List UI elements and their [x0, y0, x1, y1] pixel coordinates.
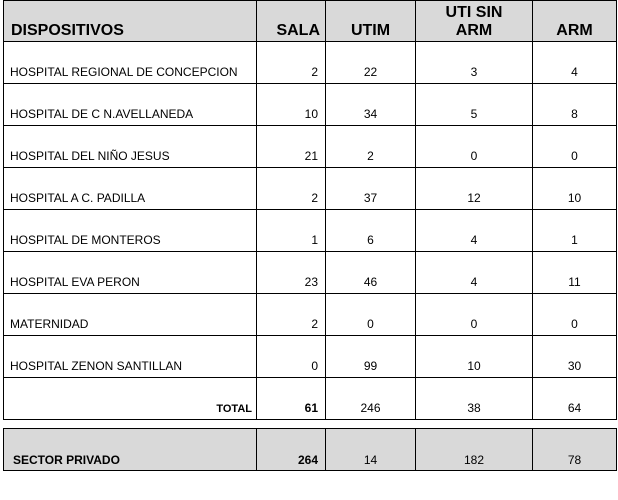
total-utim: 246: [326, 378, 416, 420]
row-name: HOSPITAL DEL NIÑO JESUS: [4, 126, 257, 168]
row-sala: 2: [257, 294, 326, 336]
total-label: TOTAL: [4, 378, 257, 420]
row-utim: 37: [326, 168, 416, 210]
header-arm: ARM: [533, 1, 617, 42]
row-uti: 4: [416, 252, 533, 294]
row-uti: 3: [416, 42, 533, 84]
row-utim: 2: [326, 126, 416, 168]
row-uti: 4: [416, 210, 533, 252]
table-row: [4, 84, 617, 126]
row-name: HOSPITAL REGIONAL DE CONCEPCION: [4, 42, 257, 84]
header-utim: UTIM: [326, 1, 416, 42]
row-arm: 0: [533, 294, 617, 336]
row-utim: 34: [326, 84, 416, 126]
row-uti: 0: [416, 126, 533, 168]
table-row: [4, 210, 617, 252]
private-row: [4, 429, 617, 471]
row-sala: 2: [257, 42, 326, 84]
row-uti: 12: [416, 168, 533, 210]
row-name: HOSPITAL A C. PADILLA: [4, 168, 257, 210]
header-sala: SALA: [257, 1, 326, 42]
header-uti-line1: UTI SIN: [445, 4, 503, 21]
private-label: SECTOR PRIVADO: [4, 429, 257, 471]
header-dispositivos: DISPOSITIVOS: [4, 1, 257, 42]
row-name: HOSPITAL DE C N.AVELLANEDA: [4, 84, 257, 126]
total-sala: 61: [257, 378, 326, 420]
total-arm: 64: [533, 378, 617, 420]
row-utim: 46: [326, 252, 416, 294]
private-sala: 264: [257, 429, 326, 471]
row-arm: 30: [533, 336, 617, 378]
header-row: [4, 1, 617, 42]
row-name: HOSPITAL DE MONTEROS: [4, 210, 257, 252]
private-uti: 182: [416, 429, 533, 471]
row-utim: 6: [326, 210, 416, 252]
header-uti-sin-arm: [416, 1, 533, 42]
row-sala: 23: [257, 252, 326, 294]
private-arm: 78: [533, 429, 617, 471]
table-row: [4, 294, 617, 336]
total-uti: 38: [416, 378, 533, 420]
table-row: [4, 42, 617, 84]
row-arm: 0: [533, 126, 617, 168]
row-arm: 1: [533, 210, 617, 252]
table-row: [4, 336, 617, 378]
table-row: [4, 252, 617, 294]
row-name: HOSPITAL EVA PERON: [4, 252, 257, 294]
row-utim: 0: [326, 294, 416, 336]
row-uti: 0: [416, 294, 533, 336]
sector-privado-table: [3, 428, 617, 471]
row-uti: 10: [416, 336, 533, 378]
row-arm: 11: [533, 252, 617, 294]
row-arm: 8: [533, 84, 617, 126]
row-arm: 10: [533, 168, 617, 210]
row-utim: 99: [326, 336, 416, 378]
row-sala: 2: [257, 168, 326, 210]
row-utim: 22: [326, 42, 416, 84]
table-row: [4, 126, 617, 168]
private-utim: 14: [326, 429, 416, 471]
total-row: [4, 378, 617, 420]
row-arm: 4: [533, 42, 617, 84]
row-sala: 21: [257, 126, 326, 168]
row-sala: 1: [257, 210, 326, 252]
row-uti: 5: [416, 84, 533, 126]
row-name: HOSPITAL ZENON SANTILLAN: [4, 336, 257, 378]
dispositivos-table: [3, 0, 617, 420]
row-name: MATERNIDAD: [4, 294, 257, 336]
table-row: [4, 168, 617, 210]
header-uti-line2: ARM: [455, 22, 493, 39]
row-sala: 10: [257, 84, 326, 126]
row-sala: 0: [257, 336, 326, 378]
